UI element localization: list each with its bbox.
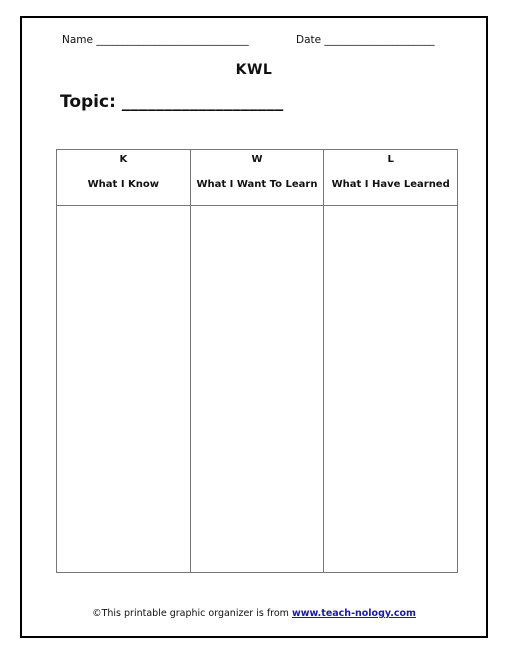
footer-text: ©This printable graphic organizer is from — [92, 608, 292, 619]
column-letter: L — [387, 154, 394, 165]
date-line: Date _____________________ — [296, 34, 435, 46]
column-label: What I Know — [87, 179, 159, 190]
column-header — [191, 150, 324, 206]
footer-credit — [22, 608, 486, 619]
column-learned — [323, 150, 457, 572]
column-writing-area — [57, 206, 190, 572]
column-know — [57, 150, 190, 572]
column-label: What I Want To Learn — [196, 179, 318, 190]
column-letter: K — [119, 154, 128, 165]
column-header — [324, 150, 457, 206]
kwl-table — [56, 149, 458, 573]
worksheet-frame — [20, 16, 488, 638]
column-letter: W — [251, 154, 263, 165]
worksheet-title: KWL — [235, 62, 273, 78]
name-date-line — [62, 33, 450, 47]
column-writing-area — [324, 206, 457, 572]
name-line: Name _____________________________ — [62, 34, 249, 46]
column-header — [57, 150, 190, 206]
column-label: What I Have Learned — [331, 179, 450, 190]
topic-line: Topic: ___________________ — [60, 92, 284, 112]
column-want-to-learn — [190, 150, 324, 572]
column-writing-area — [191, 206, 324, 572]
source-link[interactable]: www.teach-nology.com — [291, 608, 416, 619]
